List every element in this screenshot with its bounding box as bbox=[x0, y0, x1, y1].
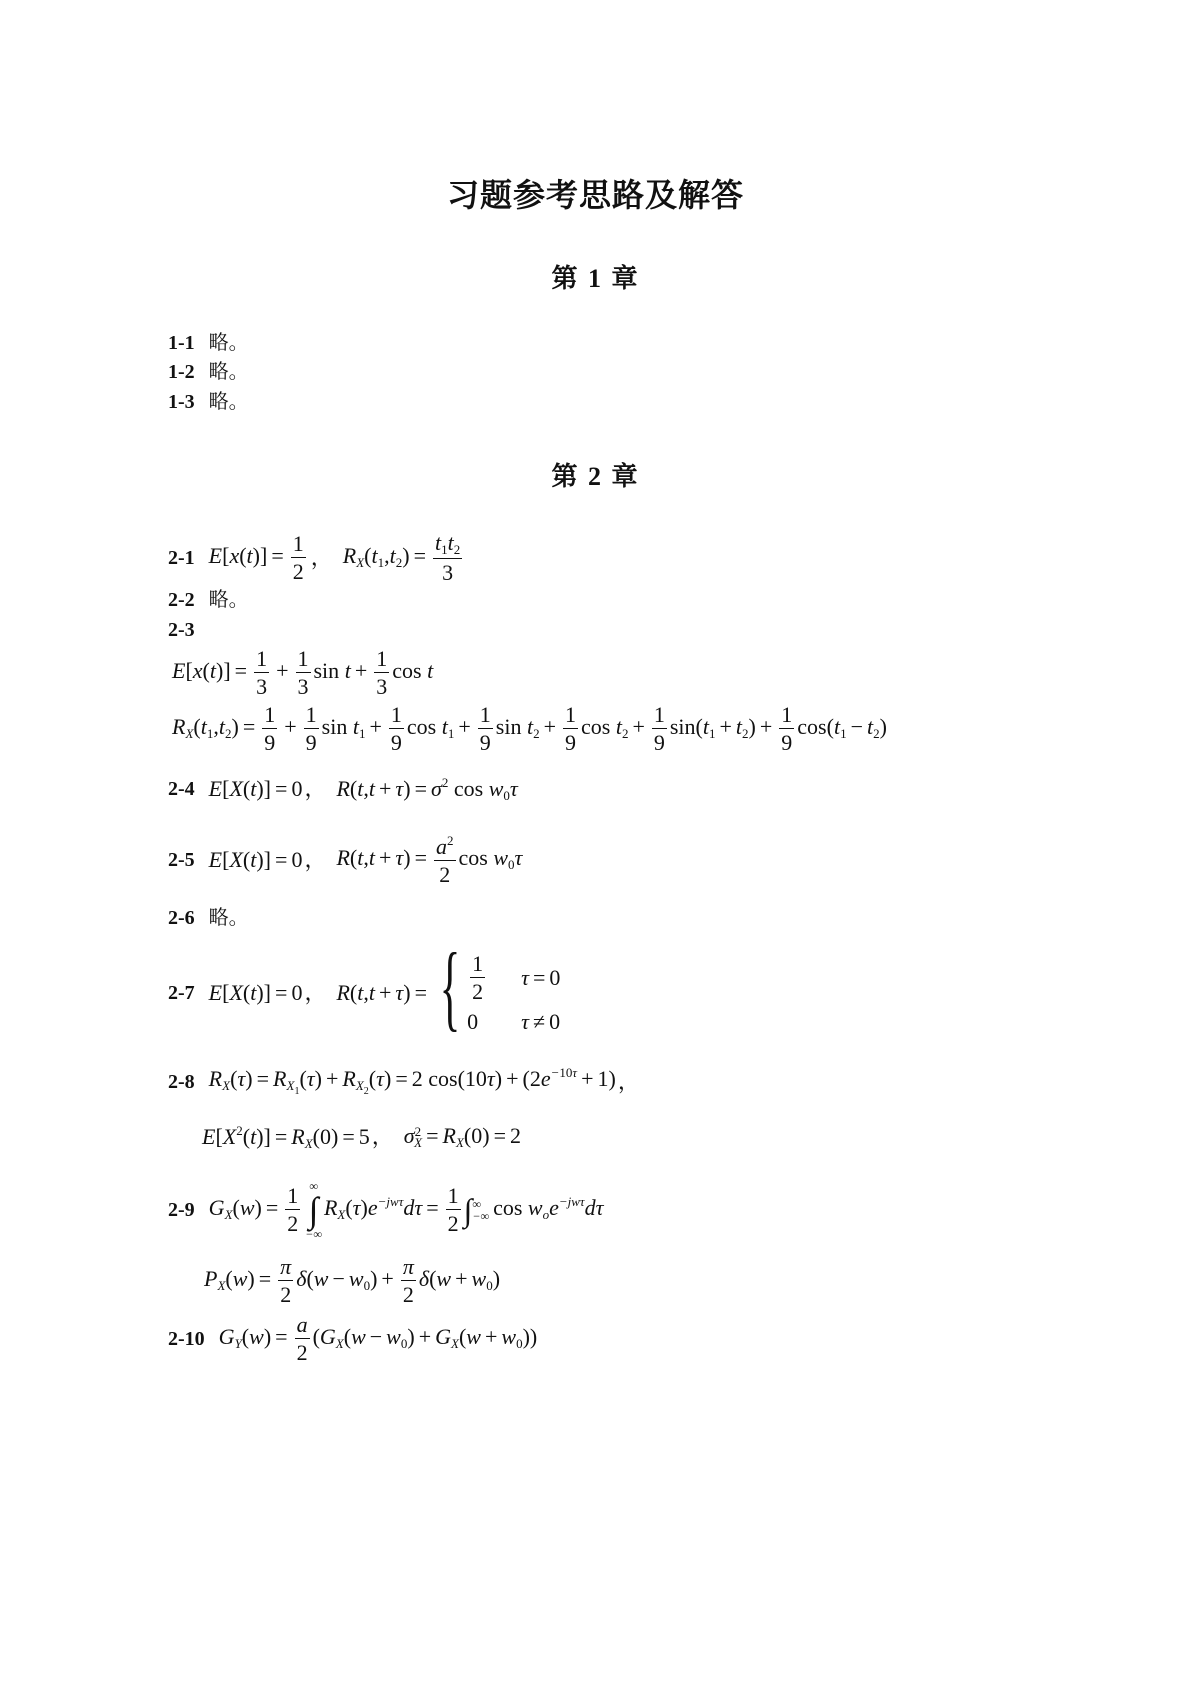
chapter-1-heading: 第 1 章 bbox=[551, 264, 640, 293]
equation: R(t,t + τ) = $\frac{a^2}{2}$ $\cos w_0\tau$ bbox=[336, 833, 523, 887]
exercise-2-4 bbox=[168, 776, 518, 802]
exercise-number: 2-2 bbox=[168, 589, 195, 611]
exercise-2-1 bbox=[168, 532, 465, 584]
exercise-number: 2-10 bbox=[168, 1328, 205, 1350]
exercise-number: 2-4 bbox=[168, 778, 195, 800]
equation-2-9-psd bbox=[204, 1256, 500, 1306]
left-brace: { bbox=[439, 933, 461, 1040]
exercise-number: 2-9 bbox=[168, 1199, 195, 1221]
exercise-2-3 bbox=[168, 620, 209, 640]
equation: $G_Y(w)$ = $\frac{a}{2}$ $(G_X(w - w_0) + G_X(w + w_0))$ bbox=[218, 1312, 538, 1365]
equation: $R(t,t + \tau) = \sigma^2$ $\cos w_0\tau$ bbox=[336, 775, 518, 803]
exercise-number: 2-7 bbox=[168, 982, 195, 1004]
exercise-number: 2-8 bbox=[168, 1070, 195, 1093]
exercise-1-3 bbox=[168, 392, 249, 412]
equation: E[X(t)] = 0 bbox=[208, 980, 303, 1005]
equation: $G_X(w)$ = $\frac{1}{2}$ ∞ ∫ −∞ $R_X(\tau)e^{-jw\tau}d\tau$ = $\frac{1}{2}$ ∫ ∞ −∞ $\cos w_oe^{-jw\tau}d\tau$ bbox=[208, 1179, 604, 1241]
separator: ， bbox=[310, 545, 333, 570]
separator: ， bbox=[304, 847, 327, 872]
equation: $\sigma^2_X = R_X(0) = 2$ bbox=[403, 1123, 521, 1150]
equation: $R_X(\tau) = R_{X_1}(\tau) + R_{X_2}(\tau) = 2$ $\cos(10\tau) + (2e^{-10\tau} + 1)$ bbox=[208, 1065, 616, 1097]
separator: ， bbox=[371, 1124, 394, 1149]
equation: E[x(t)] = $\frac{1}{3}$ + $\frac{1}{3}$ sin t + $\frac{1}{3}$ cos t bbox=[172, 646, 434, 699]
exercise-number: 1-1 bbox=[168, 332, 195, 354]
exercise-answer: 略。 bbox=[208, 907, 249, 929]
exercise-number: 1-2 bbox=[168, 361, 195, 383]
exercise-number: 2-1 bbox=[168, 547, 195, 569]
equation: E[x(t)] = $\frac{1}{2}$ bbox=[208, 531, 304, 584]
exercise-2-5 bbox=[168, 834, 522, 886]
separator: ， bbox=[304, 776, 327, 801]
piecewise-cases: $\frac{1}{2}$ τ = 0 0 τ ≠ 0 bbox=[467, 951, 561, 1034]
equation: $P_X(w)$ = $\frac{\pi}{2}$ $\delta(w - w_0)$ + $\frac{\pi}{2}$ $\delta(w + w_0)$ bbox=[204, 1254, 501, 1307]
equation: $R_X(t_1,t_2)$ = $\frac{1}{9}$ + $\frac{1}{9}$ $\sin t_1$ + $\frac{1}{9}$ $\cos t_1$ + $\frac{1}{9}$ $\sin t_2$ + $\frac{1}{9}$ $\cos t_2$ + $\frac{1}{9}$ $\sin(t_1 + t_2)$ + $\frac{1}{9}$ $\cos(t_1 - t_2)$ bbox=[172, 702, 887, 755]
separator: ， bbox=[304, 980, 327, 1005]
exercise-answer: 略。 bbox=[208, 332, 249, 354]
exercise-2-6 bbox=[168, 908, 249, 928]
exercise-number: 2-3 bbox=[168, 619, 195, 641]
equation: $E[X^2(t)] = R_X(0) = 5$ bbox=[202, 1123, 370, 1151]
exercise-1-1 bbox=[168, 333, 249, 353]
equation: E[X(t)] = 0 bbox=[208, 776, 303, 801]
exercise-1-2 bbox=[168, 362, 249, 382]
equation: R(t,t + τ) = bbox=[336, 980, 428, 1005]
equation: $R_X(t_1,t_2)$ = $\frac{t_1t_2}{3}$ bbox=[342, 530, 461, 585]
exercise-2-7 bbox=[168, 933, 561, 1041]
exercise-2-2 bbox=[168, 590, 249, 610]
exercise-answer: 略。 bbox=[208, 361, 249, 383]
equation-2-3-mean bbox=[172, 648, 433, 698]
separator: ， bbox=[617, 1068, 640, 1094]
exercise-answer: 略。 bbox=[208, 391, 249, 413]
exercise-number: 1-3 bbox=[168, 391, 195, 413]
equation-2-8-power bbox=[202, 1124, 521, 1150]
chapter-2-heading: 第 2 章 bbox=[551, 462, 640, 491]
equation-2-3-autocorrelation bbox=[172, 704, 887, 754]
exercise-2-8 bbox=[168, 1066, 650, 1097]
equation: E[X(t)] = 0 bbox=[208, 847, 303, 872]
exercise-number: 2-5 bbox=[168, 849, 195, 871]
document-title: 习题参考思路及解答 bbox=[446, 177, 744, 213]
exercise-2-9 bbox=[168, 1180, 603, 1240]
exercise-answer: 略。 bbox=[208, 589, 249, 611]
exercise-number: 2-6 bbox=[168, 907, 195, 929]
exercise-2-10 bbox=[168, 1314, 537, 1364]
